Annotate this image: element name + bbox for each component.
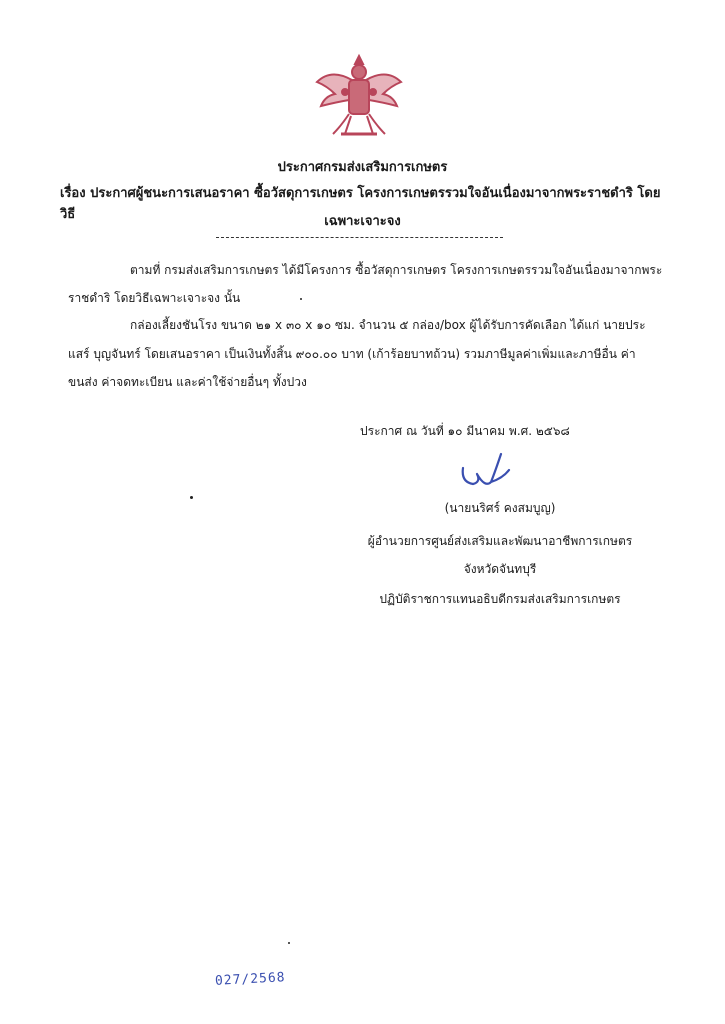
paragraph-1-line-1: ตามที่ กรมส่งเสริมการเกษตร ได้มีโครงการ ซื้อวัสดุการเกษตร โครงการเกษตรรวมใจอันเนื่องมาจากพระ (130, 263, 663, 277)
paragraph-2-line-3: ขนส่ง ค่าจดทะเบียน และค่าใช้จ่ายอื่นๆ ทั้งปวง (68, 375, 307, 389)
signatory-position-3: ปฏิบัติราชการแทนอธิบดีกรมส่งเสริมการเกษตร (379, 592, 621, 606)
divider (216, 237, 503, 238)
subject-line-2: เฉพาะเจาะจง (324, 214, 401, 229)
signatory-position-1: ผู้อำนวยการศูนย์ส่งเสริมและพัฒนาอาชีพการเกษตร (367, 534, 633, 548)
subject-line-1: เรื่อง ประกาศผู้ชนะการเสนอราคา ซื้อวัสดุการเกษตร โครงการเกษตรรวมใจอันเนื่องมาจากพระราชดำริ โดยวิธี (60, 186, 661, 222)
paragraph-2-line-1: กล่องเลี้ยงชันโรง ขนาด ๒๑ x ๓๐ x ๑๐ ซม. จำนวน ๕ กล่อง/box ผู้ได้รับการคัดเลือก ได้แก่ นายประ (130, 318, 646, 332)
paragraph-1-line-2: ราชดำริ โดยวิธีเฉพาะเจาะจง นั้น (68, 291, 241, 305)
signatory-name: (นายนริศร์ คงสมบูญ) (444, 501, 556, 515)
announcement-date: ประกาศ ณ วันที่ ๑๐ มีนาคม พ.ศ. ๒๕๖๘ (360, 424, 570, 438)
garuda-emblem-icon (311, 50, 407, 146)
paragraph-2-line-2: แสร์ บุญจันทร์ โดยเสนอราคา เป็นเงินทั้งสิ้น ๙๐๐.๐๐ บาท (เก้าร้อยบาทถ้วน) รวมภาษีมูลค่าเพิ่มและภาษีอื่น ค่า (68, 347, 636, 361)
handwritten-signature-icon (455, 448, 515, 494)
handwritten-reference-number: 027/2568 (214, 970, 286, 989)
speck (288, 942, 290, 944)
speck (300, 298, 302, 300)
signatory-position-2: จังหวัดจันทบุรี (463, 562, 537, 576)
document-title: ประกาศกรมส่งเสริมการเกษตร (277, 160, 448, 175)
speck (190, 496, 193, 499)
